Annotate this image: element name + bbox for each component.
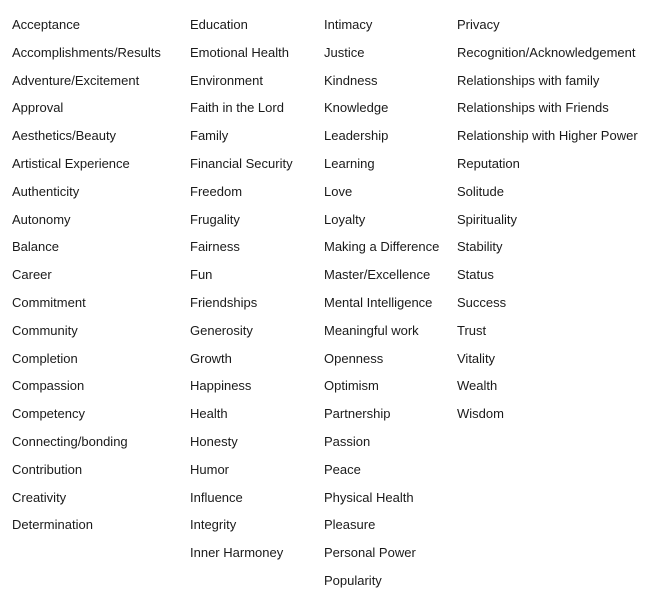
value-item: Meaningful work (324, 322, 419, 338)
value-item: Health (190, 406, 228, 422)
value-item: Accomplishments/Results (12, 44, 161, 60)
value-item: Integrity (190, 517, 237, 533)
value-item: Mental Intelligence (324, 294, 433, 310)
value-item: Compassion (12, 378, 85, 394)
value-item: Status (457, 267, 494, 283)
value-item: Authenticity (12, 183, 80, 199)
values-column-3 (324, 15, 439, 599)
value-item: Openness (324, 350, 384, 366)
values-column-1 (12, 15, 161, 543)
value-item: Environment (190, 72, 263, 88)
value-item: Autonomy (12, 211, 71, 227)
value-item: Solitude (457, 183, 504, 199)
value-item: Creativity (12, 489, 67, 505)
value-item: Influence (190, 489, 243, 505)
value-item: Popularity (324, 572, 382, 588)
value-item: Generosity (190, 322, 253, 338)
value-item: Spirituality (457, 211, 517, 227)
value-item: Family (190, 128, 229, 144)
value-item: Balance (12, 239, 59, 255)
value-item: Pleasure (324, 517, 376, 533)
value-item: Acceptance (12, 17, 80, 32)
value-item: Determination (12, 517, 93, 533)
value-item: Intimacy (324, 17, 373, 32)
value-item: Stability (457, 239, 503, 255)
value-item: Emotional Health (190, 44, 289, 60)
value-item: Learning (324, 155, 375, 171)
value-item: Contribution (12, 461, 83, 477)
value-item: Faith in the Lord (190, 100, 284, 116)
value-item: Kindness (324, 72, 378, 88)
value-item: Success (457, 294, 507, 310)
value-item: Making a Difference (324, 239, 440, 255)
value-item: Relationships with Friends (457, 100, 609, 116)
value-item: Financial Security (190, 155, 293, 171)
value-item: Fairness (190, 239, 240, 255)
value-item: Commitment (12, 294, 86, 310)
value-item: Justice (324, 44, 365, 60)
value-item: Passion (324, 433, 371, 449)
value-item: Approval (12, 100, 64, 116)
value-item: Wealth (457, 378, 498, 394)
value-item: Reputation (457, 155, 520, 171)
value-item: Vitality (457, 350, 496, 366)
value-item: Community (12, 322, 78, 338)
value-item: Peace (324, 461, 361, 477)
value-item: Knowledge (324, 100, 389, 116)
value-item: Trust (457, 322, 487, 338)
values-column-4 (457, 15, 638, 432)
value-item: Fun (190, 267, 213, 283)
value-item: Career (12, 267, 52, 283)
value-item: Physical Health (324, 489, 414, 505)
value-item: Humor (190, 461, 230, 477)
value-item: Growth (190, 350, 232, 366)
value-item: Friendships (190, 294, 258, 310)
value-item: Connecting/bonding (12, 433, 128, 449)
value-item: Relationships with family (457, 72, 600, 88)
value-item: Loyalty (324, 211, 366, 227)
value-item: Partnership (324, 406, 391, 422)
value-item: Relationship with Higher Power (457, 128, 638, 144)
value-item: Optimism (324, 378, 379, 394)
value-item: Education (190, 17, 248, 32)
value-item: Freedom (190, 183, 243, 199)
value-item: Recognition/Acknowledgement (457, 44, 636, 60)
value-item: Leadership (324, 128, 389, 144)
value-item: Artistical Experience (12, 155, 130, 171)
value-item: Honesty (190, 433, 238, 449)
value-item: Happiness (190, 378, 252, 394)
value-item: Frugality (190, 211, 240, 227)
values-column-2 (190, 15, 293, 571)
value-item: Inner Harmoney (190, 545, 284, 561)
value-item: Aesthetics/Beauty (12, 128, 117, 144)
value-item: Completion (12, 350, 78, 366)
value-item: Love (324, 183, 353, 199)
value-item: Privacy (457, 17, 500, 32)
value-item: Master/Excellence (324, 267, 431, 283)
value-item: Competency (12, 406, 85, 422)
value-item: Personal Power (324, 545, 416, 561)
value-item: Adventure/Excitement (12, 72, 140, 88)
value-item: Wisdom (457, 406, 504, 422)
